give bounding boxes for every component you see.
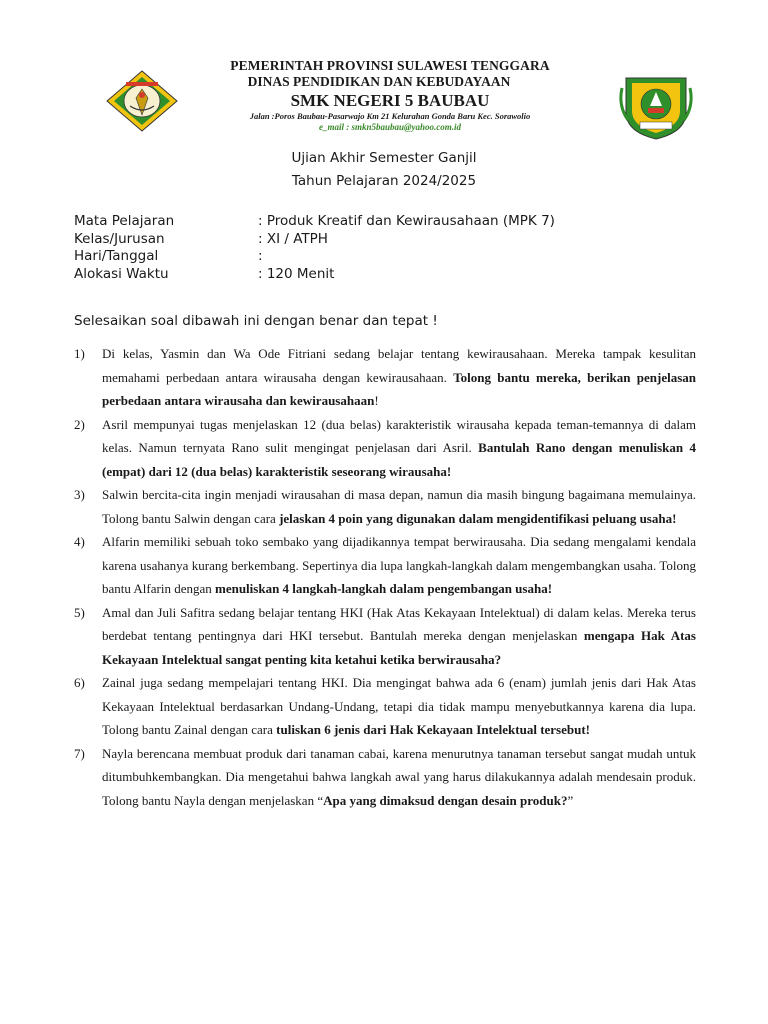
info-value: : Produk Kreatif dan Kewirausahaan (MPK 7) <box>258 213 555 229</box>
question-number: 1) <box>74 346 85 361</box>
question-number: 3) <box>74 487 85 502</box>
info-label: Mata Pelajaran <box>74 213 175 229</box>
question-emphasis: Apa yang dimaksud dengan desain produk? <box>323 792 568 808</box>
question-list <box>74 342 696 812</box>
info-row-subject <box>74 213 555 231</box>
info-label: Hari/Tanggal <box>74 248 159 264</box>
government-name: PEMERINTAH PROVINSI SULAWESI TENGGARA <box>230 58 550 73</box>
question-emphasis: Bantulah Rano dengan menuliskan 4 (empat) dari 12 (dua belas) karakteristik seseorang wirausaha! <box>102 440 696 479</box>
question-fragment: Asril mempunyai tugas menjelaskan 12 (dua belas) karakteristik wirausaha kepada teman-temannya di dalam kelas. Namun ternyata Rano sulit mengingat penjelasan dari Asril. <box>102 416 696 455</box>
school-email: e_mail : smkn5baubau@yahoo.com.id <box>319 122 461 132</box>
province-emblem-icon <box>106 70 178 132</box>
question-text <box>102 742 696 813</box>
question-fragment: Nayla berencana membuat produk dari tanaman cabai, karena menurutnya tanaman tersebut sangat mudah untuk ditumbuhkembangkan. Dia mengetahui bahwa langkah awal yang harus dilakukannya adalah mendesain produk. Tolong bantu Nayla dengan menjelaskan “ <box>102 745 696 808</box>
question-fragment: Zainal juga sedang mempelajari tentang HKI. Dia mengingat bahwa ada 6 (enam) jumlah jenis dari Hak Atas Kekayaan Intelektual berdasarkan Undang-Undang, tetapi dia tidak mampu menyebutkannya karena dia lupa. Tolong bantu Zainal dengan cara <box>102 675 696 737</box>
info-label: Kelas/Jurusan <box>74 230 165 247</box>
question-fragment: ! <box>374 393 379 408</box>
info-value: : <box>258 248 263 264</box>
question-emphasis: Tolong bantu mereka, berikan penjelasan perbedaan antara wirausaha dan kewirausahaan <box>102 369 697 408</box>
info-label: Alokasi Waktu <box>74 265 169 282</box>
info-row-duration <box>74 266 555 284</box>
info-row-date <box>74 248 555 266</box>
question-fragment: Alfarin memiliki sebuah toko sembako yang dijadikannya tempat berwirausaha. Dia sedang mengalami kendala karena usahanya kurang berkembang. Sepertinya dia lupa langkah-langkah dalam mengembangkan usaha. Tolong bantu Alfarin dengan <box>102 534 696 596</box>
question-text <box>102 413 696 484</box>
question-number: 7) <box>74 745 85 761</box>
department-name: DINAS PENDIDIKAN DAN KEBUDAYAAN <box>247 74 511 89</box>
info-value: : XI / ATPH <box>258 230 328 247</box>
question-number: 4) <box>74 534 85 549</box>
question-text <box>102 342 696 413</box>
instruction-text: Selesaikan soal dibawah ini dengan benar dan tepat ! <box>74 313 438 329</box>
question-item <box>74 342 696 413</box>
question-number: 2) <box>74 416 85 432</box>
question-emphasis: menuliskan 4 langkah-langkah dalam pengembangan usaha! <box>215 581 553 596</box>
question-text <box>102 530 696 601</box>
question-fragment: Salwin bercita-cita ingin menjadi wirausahan di masa depan, namun dia masih bingung bagaimana memulainya. Tolong bantu Salwin dengan cara <box>102 487 696 526</box>
school-name: SMK NEGERI 5 BAUBAU <box>290 91 490 110</box>
info-value: : 120 Menit <box>258 265 335 282</box>
question-item <box>74 671 696 742</box>
question-fragment: Di kelas, Yasmin dan Wa Ode Fitriani sedang belajar tentang kewirausahaan. Mereka tampak kesulitan memahami perbedaan antara wirausaha dengan kewirausahaan. <box>102 346 696 385</box>
question-item <box>74 413 696 484</box>
letterhead <box>180 58 600 133</box>
info-row-class <box>74 231 555 249</box>
question-item <box>74 742 696 813</box>
school-address: Jalan :Poros Baubau-Pasarwajo Km 21 Kelurahan Gonda Baru Kec. Sorawolio <box>249 111 531 121</box>
exam-title: Ujian Akhir Semester Ganjil <box>291 150 477 166</box>
question-number: 5) <box>74 604 85 620</box>
question-emphasis: mengapa Hak Atas Kekayaan Intelektual sangat penting kita ketahui ketika berwirausaha? <box>102 628 696 667</box>
exam-info <box>74 213 555 283</box>
question-item <box>74 483 696 530</box>
exam-year: Tahun Pelajaran 2024/2025 <box>291 173 477 189</box>
question-text <box>102 483 696 530</box>
question-text <box>102 601 696 672</box>
question-fragment: Amal dan Juli Safitra sedang belajar tentang HKI (Hak Atas Kekayaan Intelektual) di dalam kelas. Mereka terus berdebat tentang pentingnya dari HKI tersebut. Bantulah mereka dengan menjelaskan <box>102 604 696 643</box>
question-emphasis: jelaskan 4 poin yang digunakan dalam mengidentifikasi peluang usaha! <box>279 510 677 526</box>
question-item <box>74 530 696 601</box>
question-number: 6) <box>74 675 85 690</box>
question-emphasis: tuliskan 6 jenis dari Hak Kekayaan Intelektual tersebut! <box>276 722 591 737</box>
question-text <box>102 671 696 742</box>
question-fragment: ” <box>567 792 574 808</box>
question-item <box>74 601 696 672</box>
city-emblem-icon <box>618 68 694 140</box>
